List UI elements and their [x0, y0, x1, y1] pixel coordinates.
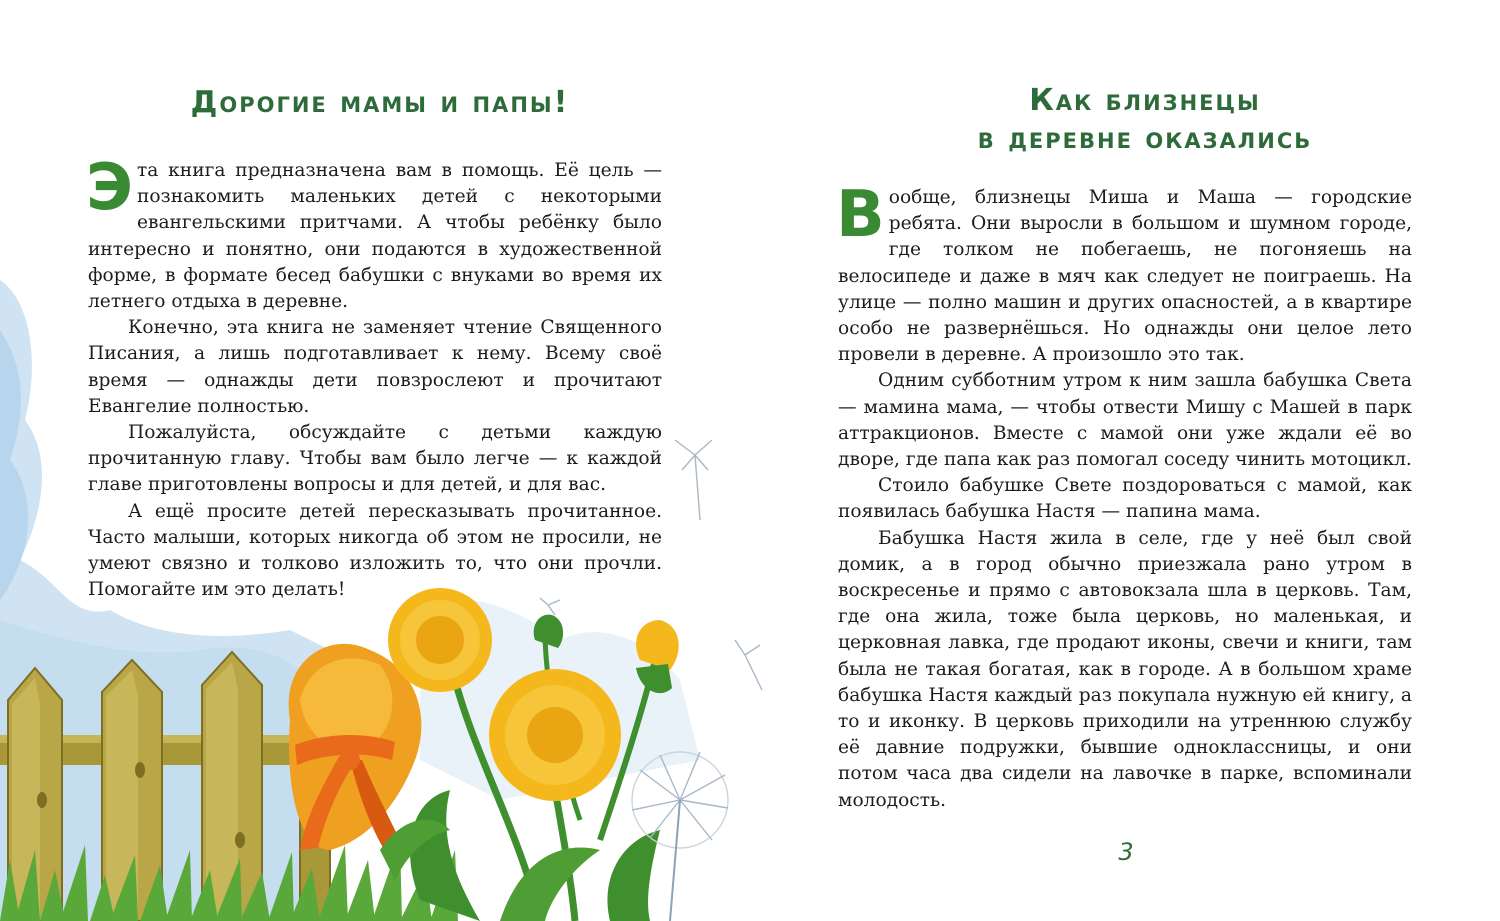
- right-page-heading: [920, 82, 1370, 158]
- drop-cap: В: [836, 178, 885, 252]
- paragraph: [836, 178, 1412, 368]
- left-page-body: [86, 151, 662, 603]
- right-page: [750, 0, 1500, 921]
- heading-line: Как близнецы: [1029, 83, 1261, 118]
- page-number: 3: [1118, 838, 1134, 866]
- drop-cap: Э: [86, 151, 133, 225]
- paragraph: Бабушка Настя жила в селе, где у неё был свой домик, а в город обычно приезжала рано утром в воскресенье и прямо с автовокзала шла в церковь. Там, где она жила, тоже была церковь, но маленькая, и церковная лавка, где продают иконы, свечи и книги, там была не такая богатая, как в городе. А в большом храме бабушка Настя каждый раз покупала нужную ей книгу, а то и иконку. В церковь приходили на утреннюю службу её давние подружки, бывшие одноклассницы, и они потом часа два сидели на лавочке в парке, вспоминали молодость.: [838, 527, 1412, 811]
- paragraph: Конечно, эта книга не заменяет чтение Священного Писания, а лишь подготавливает к нему. Всему своё время — однажды дети повзрослеют и прочитают Евангелие полностью.: [88, 317, 662, 417]
- paragraph: Стоило бабушке Свете поздороваться с мамой, как появилась бабушка Настя — папина мама.: [838, 475, 1412, 523]
- paragraph: [86, 151, 662, 315]
- heading-line: в деревне оказались: [977, 121, 1313, 156]
- left-page-heading: Дорогие мамы и папы!: [190, 85, 570, 120]
- paragraph-text: ообще, близнецы Миша и Маша — городские ребята. Они выросли в большом и шумном городе, где толком не побегаешь, не погоняешь на велосипеде и даже в мяч как следует не поиграешь. На улице — полно машин и других опасностей, а в квартире особо не развернёшься. Но однажды они целое лето провели в деревне. А произошло это так.: [838, 187, 1412, 366]
- paragraph: Пожалуйста, обсуждайте с детьми каждую прочитанную главу. Чтобы вам было легче — к каждой главе приготовлены вопросы и для детей, и для вас.: [88, 422, 662, 496]
- paragraph: Одним субботним утром к ним зашла бабушка Света — мамина мама, — чтобы отвести Мишу с Машей в парк аттракционов. Вместе с мамой они уже ждали её во дворе, где папа как раз помогал соседу чинить мотоцикл.: [838, 370, 1412, 471]
- paragraph-text: та книга предназначена вам в помощь. Её цель — познакомить маленьких детей с некоторыми евангельскими притчами. А чтобы ребёнку было интересно и понятно, они подаются в художественной форме, в формате бесед бабушки с внуками во время их летнего отдыха в деревне.: [88, 160, 662, 313]
- paragraph: А ещё просите детей пересказывать прочитанное. Часто малыши, которых никогда об этом не просили, не умеют связно и толково изложить то, что они прочли. Помогайте им это делать!: [88, 500, 662, 601]
- right-page-body: [836, 178, 1412, 814]
